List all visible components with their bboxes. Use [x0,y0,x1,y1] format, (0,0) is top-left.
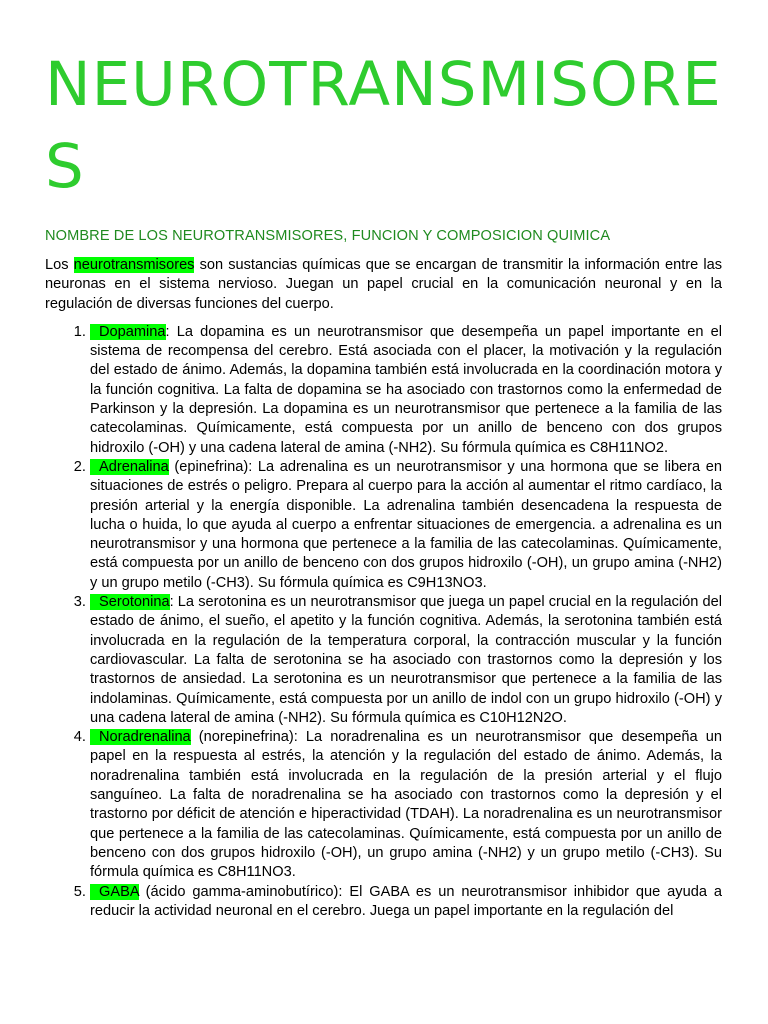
document-page [45,44,722,921]
list-item-adrenalina [90,458,722,593]
list-item-dopamina [90,323,722,458]
intro-paragraph [45,256,722,314]
item-description: : La serotonina es un neurotransmisor que juega un papel crucial en la regulación del estado de ánimo, el sueño, el apetito y la función cognitiva. Además, la serotonina también está involucrada en la regulación de la temperatura corporal, la contracción muscular y la función cardiovascular. La falta de serotonina se ha asociado con trastornos como la depresión y los trastornos de ansiedad. La serotonina es un neurotransmisor que pertenece a la familia de las indolaminas. Químicamente, está compuesta por un anillo de indol con un grupo hidroxilo (-OH) y una cadena lateral de amina (-NH2). Su fórmula química es C10H12N2O. [90,594,722,726]
item-description: (epinefrina): La adrenalina es un neurotransmisor y una hormona que se libera en situaciones de estrés o peligro. Prepara al cuerpo para la acción al aumentar el ritmo cardíaco, la presión arterial y la energía disponible. La adrenalina también desencadena la respuesta de lucha o huida, lo que ayuda al cuerpo a enfrentar situaciones de emergencia. a adrenalina es un neurotransmisor y una hormona que pertenece a la familia de las catecolaminas. Químicamente, está compuesta por un anillo de benceno con dos grupos hidroxilo (-OH), un grupo amina (-NH2) y un grupo metilo (-CH3). Su fórmula química es C9H13NO3. [90,458,722,591]
item-description: (norepinefrina): La noradrenalina es un neurotransmisor que desempeña un papel en la respuesta al estrés, la atención y la regulación del estado de ánimo. Además, la noradrenalina también está involucrada en la regulación de la presión arterial y el flujo sanguíneo. La falta de noradrenalina se ha asociado con trastornos como la depresión y el trastorno por déficit de atención e hiperactividad (TDAH). La noradrenalina es un neurotransmisor que pertenece a la familia de las catecolaminas. Químicamente, está compuesta por un anillo de benceno con dos grupos hidroxilo (-OH), un grupo amina (-NH2) y un grupo metilo (-CH3). Su fórmula química es C8H11NO3. [90,729,722,881]
intro-text-before: Los [45,257,74,273]
document-subtitle: NOMBRE DE LOS NEUROTRANSMISORES, FUNCION Y COMPOSICION QUIMICA [45,228,611,244]
intro-text-after: son sustancias químicas que se encargan de transmitir la información entre las neuronas en el sistema nervioso. Juegan un papel crucial en la comunicación neuronal y en la regulación de diversas funciones del cuerpo. [45,257,722,312]
item-description: : La dopamina es un neurotransmisor que desempeña un papel importante en el sistema de recompensa del cerebro. Está asociada con el placer, la motivación y la regulación del estado de ánimo. Además, la dopamina también está involucrada en la coordinación motora y la función cognitiva. La falta de dopamina se ha asociado con trastornos como la enfermedad de Parkinson y la depresión. La dopamina es un neurotransmisor que pertenece a la familia de las catecolaminas. Químicamente, está compuesta por un anillo de benceno con dos grupos hidroxilo (-OH) y una cadena lateral de amina (-NH2). Su fórmula química es C8H11NO2. [90,323,722,456]
list-item-gaba [90,883,722,922]
intro-highlight: neurotransmisores [73,257,195,273]
document-title: NEUROTRANSMISORES [45,49,722,202]
list-item-noradrenalina [90,728,722,882]
item-name-highlight: Serotonina [90,594,170,610]
item-name-highlight: GABA [90,884,139,900]
item-name-highlight: Adrenalina [90,459,169,475]
neurotransmitter-list [45,323,722,921]
item-name-highlight: Dopamina [90,324,166,340]
list-item-serotonina [90,593,722,728]
item-description: (ácido gamma-aminobutírico): El GABA es un neurotransmisor inhibidor que ayuda a reducir la actividad neuronal en el cerebro. Juega un papel importante en la regulación del [90,883,722,919]
item-name-highlight: Noradrenalina [90,729,191,745]
